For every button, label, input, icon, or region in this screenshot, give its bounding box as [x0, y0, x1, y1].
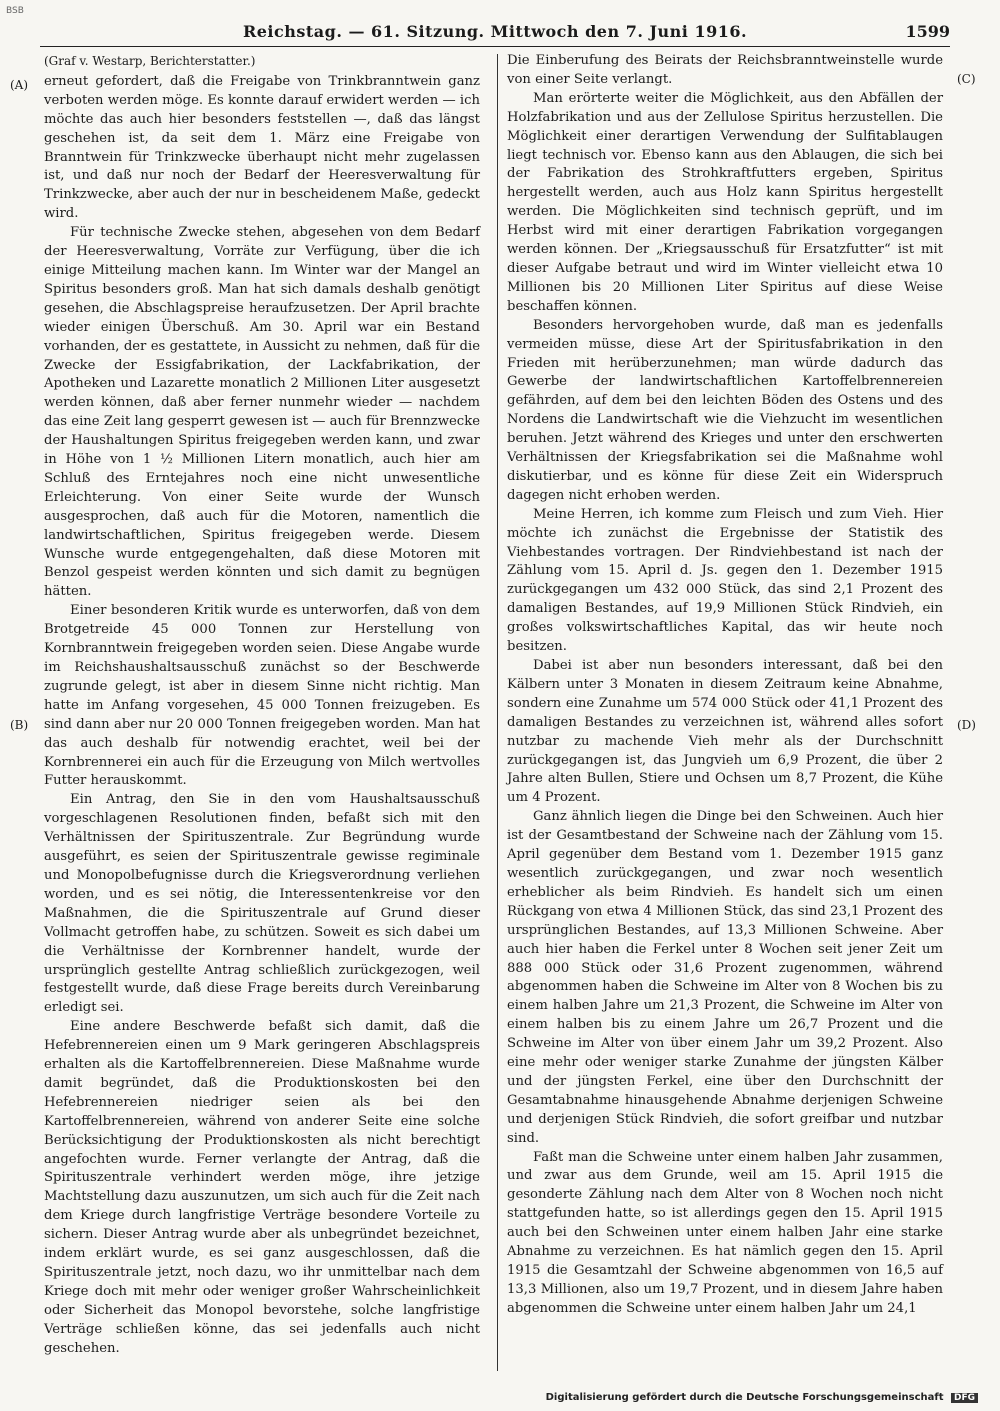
paragraph: Man erörterte weiter die Möglichkeit, aus den Abfällen der Holzfabrikation und aus der Zellulose Spiritus herzustellen. Die Möglichkeit einer derartigen Verwendung der Sulfitablaugen liegt technisch vor. Ebenso kann aus den Ablaugen, die sich bei der Fabrikation des Strohkraftfutters ergeben, Spiritus hergestellt werden, auch aus Holz kann Spiritus hergestellt werden. Die Möglichkeiten sind technisch geprüft, und im Herbst wird mit einer derartigen Fabrikation vorgegangen werden können. Der „Kriegsausschuß für Ersatzfutter“ ist mit dieser Aufgabe betraut und wird im Winter vielleicht etwa 10 Millionen bis 20 Millionen Liter Spiritus auf diese Weise beschaffen können.: [507, 90, 943, 314]
margin-marker-a: (A): [10, 78, 29, 92]
speaker-note: (Graf v. Westarp, Berichterstatter.): [44, 54, 256, 68]
paragraph: Für technische Zwecke stehen, abgesehen von dem Bedarf der Heeresverwaltung, Vorräte zur Verfügung, über die ich einige Mitteilung machen kann. Im Winter war der Mangel an Spiritus besonders groß. Man hat sich damals deshalb genötigt gesehen, die Abschlagspreise heraufzusetzen. Der April brachte wieder einigen Überschuß. Am 30. April war ein Bestand vorhanden, der es gestattete, in Aussicht zu nehmen, daß für die Zwecke der Essigfabrikation, der Lackfabrikation, der Apotheken und Lazarette monatlich 2 Millionen Liter ausgesetzt werden können, daß aber ferner nunmehr wieder — nachdem das eine Zeit lang gesperrt gewesen ist — auch für Brennzwecke der Haushaltungen Spiritus freigegeben werden kann, und zwar in Höhe von 1 ½ Millionen Litern monatlich, auch hier am Schluß des Erntejahres noch eine nicht unwesentliche Erleichterung. Von einer Seite wurde der Wunsch ausgesprochen, daß auch für die Motoren, namentlich die landwirtschaftlichen, Spiritus freigegeben werde. Diesem Wunsche wurde entgegengehalten, daß diese Motoren mit Benzol gespeist werden könnten und sich damit zu begnügen hätten.: [44, 225, 480, 600]
paragraph: erneut gefordert, daß die Freigabe von Trinkbranntwein ganz verboten werden möge. Es konnte darauf erwidert werden — ich möchte das auch hier besonders feststellen —, daß das längst geschehen ist, da seit dem 1. März eine Freigabe von Branntwein für Trinkzwecke überhaupt nicht mehr zugelassen ist, und daß nur noch der Bedarf der Heeresverwaltung für Trinkzwecke, aber auch der nur in bescheidenem Maße, gedeckt wird.: [44, 73, 480, 222]
header-rule: [40, 46, 950, 47]
margin-marker-d: (D): [957, 718, 976, 732]
paragraph: Die Einberufung des Beirats der Reichsbranntweinstelle wurde von einer Seite verlangt.: [507, 53, 943, 87]
column-divider: [497, 54, 498, 1371]
footer-text: Digitalisierung gefördert durch die Deutsche Forschungsgemeinschaft: [545, 1392, 944, 1403]
dfg-logo: DFG: [951, 1393, 978, 1403]
paragraph: Einer besonderen Kritik wurde es unterworfen, daß von dem Brotgetreide 45 000 Tonnen zur Herstellung von Kornbranntwein freigegeben worden seien. Diese Angabe wurde im Reichshaushaltsausschuß zunächst so der Beschwerde zugrunde gelegt, ist aber in diesem Sinne nicht richtig. Man hatte im Anfang vorgesehen, 45 000 Tonnen freizugeben. Es sind dann aber nur 20 000 Tonnen freigegeben worden. Man hat das auch deshalb für notwendig erachtet, weil bei der Kornbrennerei ein auch für die Erzeugung von Milch wertvolles Futter herauskommt.: [44, 603, 480, 789]
margin-marker-b: (B): [10, 718, 29, 732]
page-number: 1599: [905, 22, 950, 41]
paragraph: Dabei ist aber nun besonders interessant, daß bei den Kälbern unter 3 Monaten in diesem Zeitraum keine Abnahme, sondern eine Zunahme um 574 000 Stück oder 41,1 Prozent des damaligen Bestandes zu verzeichnen ist, während alles sofort nutzbar zu machende Vieh mehr als der Durchschnitt zurückgegangen ist, das Jungvieh um 6,9 Prozent, die über 2 Jahre alten Bullen, Stiere und Ochsen um 8,7 Prozent, die Kühe um 4 Prozent.: [507, 658, 943, 806]
left-column: [44, 52, 480, 1359]
right-column: [507, 52, 943, 1319]
running-title: Reichstag. — 61. Sitzung. Mittwoch den 7. Juni 1916.: [242, 22, 748, 41]
page-header: [40, 22, 950, 46]
paragraph: Ganz ähnlich liegen die Dinge bei den Schweinen. Auch hier ist der Gesamtbestand der Schweine nach der Zählung vom 15. April gegenüber dem Bestand vom 1. Dezember 1915 ganz wesentlich zurückgegangen, und zwar noch wesentlich erheblicher als beim Rindvieh. Es handelt sich um einen Rückgang von etwa 4 Millionen Stück, das sind 23,1 Prozent des ursprünglichen Bestandes, auf 13,3 Millionen Schweine. Aber auch hier haben die Ferkel unter 8 Wochen seit jener Zeit um 888 000 Stück oder 31,6 Prozent zugenommen, während abgenommen haben die Schweine im Alter von 8 Wochen bis zu einem halben Jahre um 21,3 Prozent, die Schweine im Alter von einem halben bis zu einem Jahre um 26,7 Prozent und die Schweine im Alter von über einem Jahr um 39,2 Prozent. Also eine mehr oder weniger starke Zunahme der jüngsten Kälber und der jüngsten Ferkel, eine über den Durchschnitt der Gesamtabnahme hinausgehende Abnahme derjenigen Schweine und derjenigen Stück Rindvieh, die sofort greifbar und nutzbar sind.: [507, 809, 943, 1146]
paragraph: Eine andere Beschwerde befaßt sich damit, daß die Hefebrennereien einen um 9 Mark geringeren Abschlagspreis erhalten als die Kartoffelbrennereien. Diese Maßnahme wurde damit begründet, daß die Produktionskosten bei den Hefebrennereien niedriger seien als bei den Kartoffelbrennereien, während von anderer Seite eine solche Berücksichtigung der Produktionskosten als nicht berechtigt angefochten wurde. Ferner verlangte der Antrag, daß die Spirituszentrale verhindert werden möge, ihre jetzige Machtstellung dazu auszunutzen, um sich auch für die Zeit nach dem Kriege durch langfristige Verträge besondere Vorteile zu sichern. Dieser Antrag wurde aber als unbegründet bezeichnet, indem erklärt wurde, es sei ganz ausgeschlossen, daß die Spirituszentrale jetzt, noch dazu, wo ihr unmittelbar nach dem Kriege doch mit mehr oder weniger großer Wahrscheinlichkeit oder Sicherheit das Monopol bevorstehe, solche langfristige Verträge schließen könne, das sei jedenfalls auch nicht geschehen.: [44, 1019, 480, 1356]
paragraph: Ein Antrag, den Sie in den vom Haushaltsausschuß vorgeschlagenen Resolutionen finden, befaßt sich mit den Verhältnissen der Spirituszentrale. Zur Begründung wurde ausgeführt, es seien der Spirituszentrale gewisse regiminale und Monopolbefugnisse durch die Kriegsverordnung verliehen worden, und es sei nötig, die Interessentenkreise vor den Maßnahmen, die die Spirituszentrale auf Grund dieser Vollmacht getroffen habe, zu schützen. Soweit es sich dabei um die Verhältnisse der Kornbrenner handelt, wurde der ursprünglich gestellte Antrag schließlich zurückgezogen, weil festgestellt wurde, daß diese Frage bereits durch Vereinbarung erledigt sei.: [44, 792, 480, 1016]
paragraph: Besonders hervorgehoben wurde, daß man es jedenfalls vermeiden müsse, diese Art der Spiritusfabrikation in den Frieden mit herüberzunehmen; man würde dadurch das Gewerbe der landwirtschaftlichen Kartoffelbrennereien gefährden, auf dem bei den leichten Böden des Ostens und des Nordens die Landwirtschaft wie die Viehzucht im wesentlichen beruhen. Jetzt während des Krieges und unter den erschwerten Verhältnissen der Kriegsfabrikation sei die Maßnahme wohl diskutierbar, und es könne für diese Zeit ein Widerspruch dagegen nicht erhoben werden.: [507, 317, 943, 503]
margin-marker-c: (C): [957, 72, 976, 86]
library-mark: BSB: [6, 6, 24, 16]
paragraph: Meine Herren, ich komme zum Fleisch und zum Vieh. Hier möchte ich zunächst die Ergebnisse der Statistik des Viehbestandes vortragen. Der Rindviehbestand ist nach der Zählung vom 15. April d. Js. gegen den 1. Dezember 1915 zurückgegangen um 432 000 Stück, das sind 2,1 Prozent des damaligen Bestandes, auf 19,9 Millionen Stück Rindvieh, ein großes volkswirtschaftliches Kapital, das wir heute noch besitzen.: [507, 506, 943, 655]
funding-footer: [546, 1392, 978, 1403]
paragraph: Faßt man die Schweine unter einem halben Jahr zusammen, und zwar aus dem Grunde, weil am 15. April 1915 die gesonderte Zählung nach dem Alter von 8 Wochen noch nicht stattgefunden hatte, so ist allerdings gegen den 15. April 1915 auch bei den Schweinen unter einem halben Jahr eine starke Abnahme zu verzeichnen. Es hat nämlich gegen den 15. April 1915 die Gesamtzahl der Schweine abgenommen von 16,5 auf 13,3 Millionen, also um 19,7 Prozent, und in diesem Jahre haben abgenommen die Schweine unter einem halben Jahr um 24,1: [507, 1149, 943, 1316]
